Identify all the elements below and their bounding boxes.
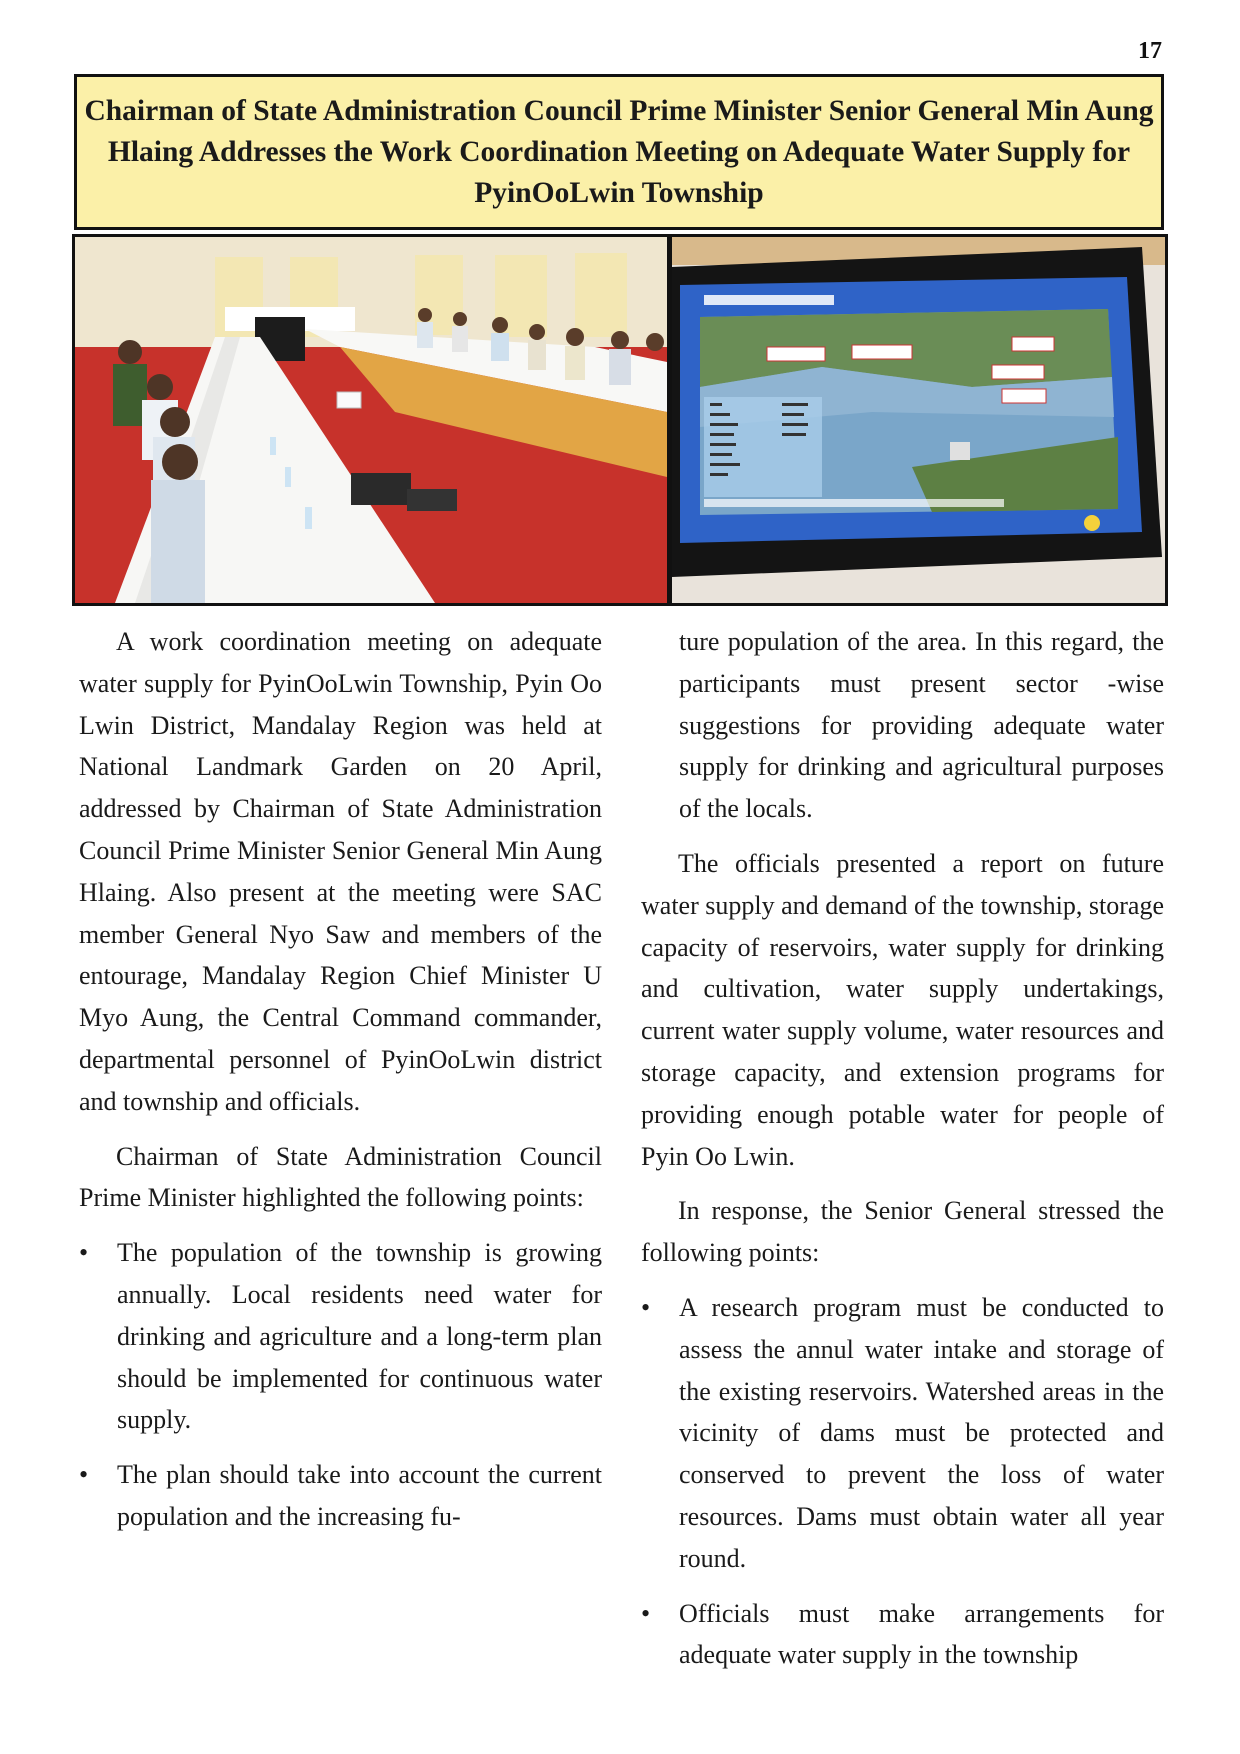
bullet-icon: • bbox=[79, 1460, 89, 1490]
list-item bbox=[79, 1454, 602, 1538]
continued-bullet-text: ture population of the area. In this regard, the participants must present sector -wise suggestions for providing adequate water supply for drinking and agricultural purposes of the locals. bbox=[679, 627, 1164, 824]
intro-paragraph: A work coordination meeting on adequate water supply for PyinOoLwin Township, Pyin Oo Lwin District, Mandalay Region was held at National Landmark Garden on 20 April, addressed by Chairman of State Administration Council Prime Minister Senior General Min Aung Hlaing. Also present at the meeting were SAC member General Nyo Saw and members of the entourage, Mandalay Region Chief Minister U Myo Aung, the Central Command commander, departmental personnel of PyinOoLwin district and township and officials. bbox=[79, 627, 602, 1116]
meeting-room-illustration bbox=[75, 237, 667, 603]
presentation-screen-photo bbox=[672, 237, 1165, 603]
bullet-icon: • bbox=[641, 1598, 651, 1628]
chairman-points-list bbox=[79, 1232, 602, 1538]
left-column bbox=[79, 621, 602, 1551]
list-item-text: A research program must be conducted to assess the annul water intake and storage of the existing reservoirs. Watershed areas in the vicinity of dams must be protected and conserved to prevent the loss of water resources. Dams must obtain water all year round. bbox=[679, 1292, 1164, 1573]
article-title: Chairman of State Administration Council Prime Minister Senior General Min Aung Hlaing Addresses the Work Coordination Meeting on Adequate Water Supply for PyinOoLwin Township bbox=[84, 94, 1154, 209]
page-number: 17 bbox=[1138, 38, 1162, 64]
list-item bbox=[641, 1593, 1164, 1677]
highlight-intro-paragraph: Chairman of State Administration Council Prime Minister highlighted the following points: bbox=[79, 1141, 602, 1213]
article-title-box bbox=[74, 74, 1164, 230]
senior-general-points-list bbox=[641, 1287, 1164, 1676]
bullet-icon: • bbox=[79, 1238, 89, 1268]
presentation-screen-illustration bbox=[672, 237, 1165, 603]
response-intro-paragraph: In response, the Senior General stressed the following points: bbox=[641, 1196, 1164, 1268]
photo-strip bbox=[72, 234, 1168, 606]
list-item bbox=[641, 1287, 1164, 1580]
list-item-text: Officials must make arrangements for adequate water supply in the township bbox=[679, 1598, 1164, 1670]
right-column bbox=[641, 621, 1164, 1689]
officials-report-paragraph: The officials presented a report on future water supply and demand of the township, storage capacity of reservoirs, water supply for drinking and cultivation, water supply undertakings, current water supply volume, water resources and storage capacity, and extension programs for providing enough potable water for people of Pyin Oo Lwin. bbox=[641, 848, 1164, 1171]
bullet-icon: • bbox=[641, 1292, 651, 1322]
list-item-text: The plan should take into account the current population and the increasing fu- bbox=[117, 1460, 602, 1531]
list-item-text: The population of the township is growing annually. Local residents need water for drinking and agriculture and a long-term plan should be implemented for continuous water supply. bbox=[117, 1238, 602, 1435]
meeting-room-photo bbox=[75, 237, 667, 603]
list-item bbox=[79, 1232, 602, 1441]
